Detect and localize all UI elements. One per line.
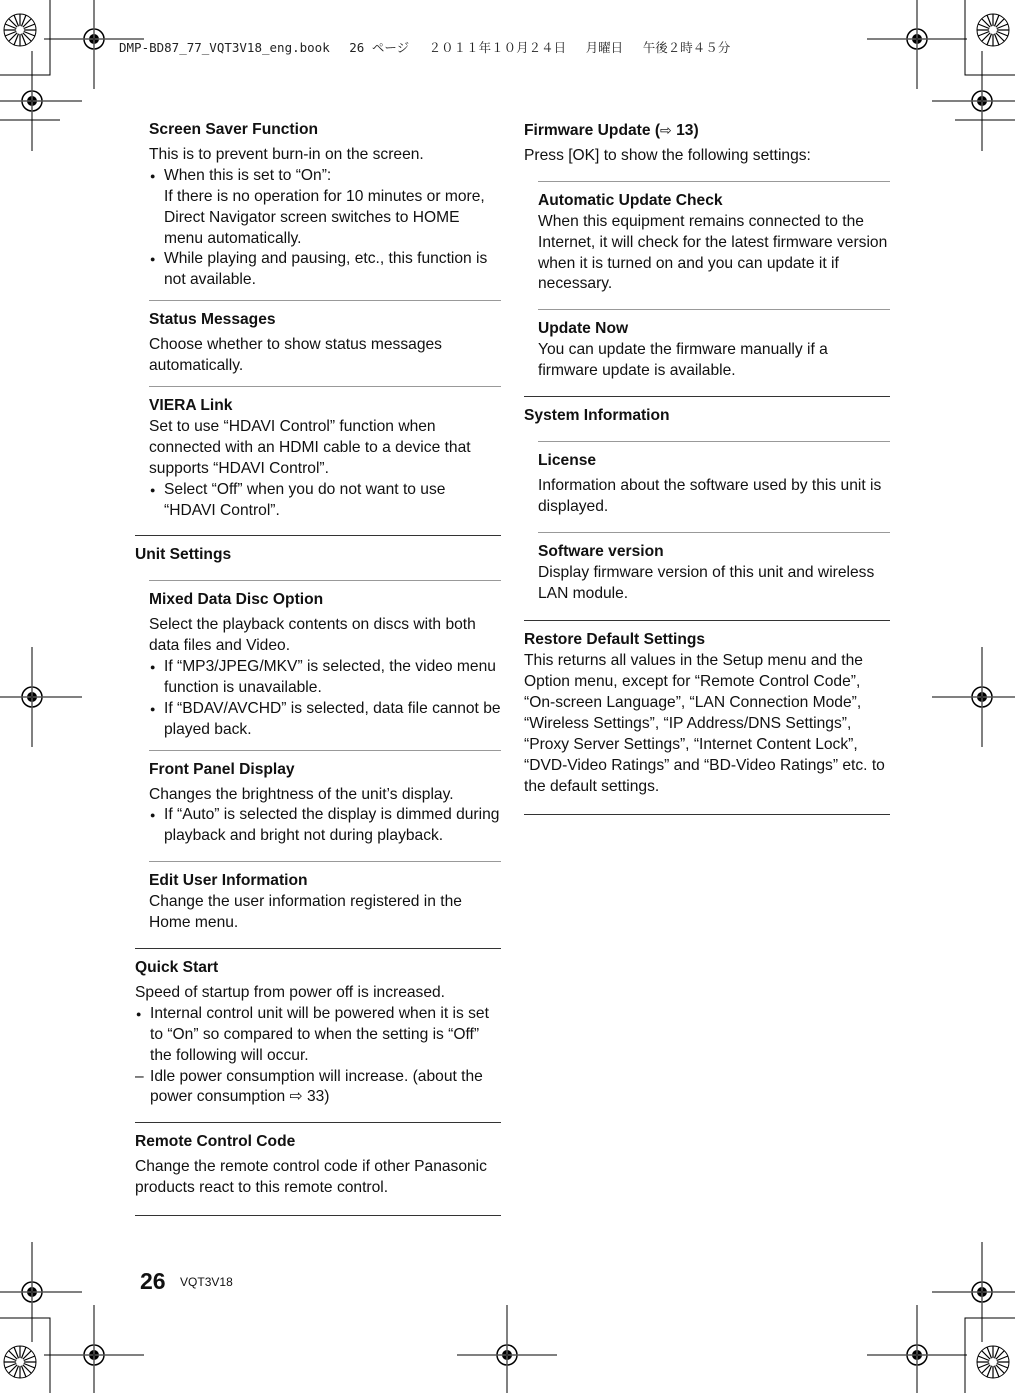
screen-saver-title: Screen Saver Function — [149, 121, 318, 138]
update-now-title: Update Now — [538, 320, 629, 338]
software-version-desc: Display firmware version of this unit and wireless LAN module. — [538, 563, 875, 602]
license-title: License — [538, 451, 597, 469]
firmware-section — [524, 120, 890, 167]
right-column-end-rule — [524, 814, 890, 815]
viera-link-section — [149, 386, 501, 521]
mixed-data-bullet-2: ● If “BDAV/AVCHD” is selected, data file cannot be played back. — [149, 699, 501, 741]
page-footer — [140, 1268, 233, 1295]
screen-saver-bullet-2: ● While playing and pausing, etc., this function is not available. — [149, 249, 501, 291]
status-messages-title: Status Messages — [149, 311, 276, 329]
edit-user-title: Edit User Information — [149, 872, 308, 890]
front-panel-desc: Changes the brightness of the unit’s display. — [149, 785, 454, 803]
document-code: VQT3V18 — [180, 1274, 233, 1289]
viera-link-title: VIERA Link — [149, 396, 233, 414]
viera-link-bullet-1: ● Select “Off” when you do not want to use “HDAVI Control”. — [149, 480, 501, 522]
mixed-data-title: Mixed Data Disc Option — [149, 591, 324, 609]
edit-user-section — [149, 861, 501, 934]
slug-page-ref: 26 ページ — [349, 40, 410, 55]
quick-start-title: Quick Start — [135, 959, 219, 976]
remote-code-desc: Change the remote control code if other Panasonic products react to this remote control. — [135, 1158, 487, 1197]
print-slug-header — [119, 38, 742, 56]
firmware-desc: Press [OK] to show the following settings: — [524, 146, 811, 164]
quick-start-desc: Speed of startup from power off is increased. — [135, 983, 446, 1001]
status-messages-desc: Choose whether to show status messages automatically. — [149, 336, 442, 375]
slug-book-file: DMP-BD87_77_VQT3V18_eng.book — [119, 40, 330, 55]
system-info-section — [524, 396, 890, 427]
unit-settings-section — [135, 535, 501, 566]
front-panel-title: Front Panel Display — [149, 760, 295, 778]
left-column-end-rule — [135, 1215, 501, 1216]
front-panel-bullet-1: ● If “Auto” is selected the display is dimmed during playback and bright not during playback. — [149, 805, 501, 847]
auto-update-title: Automatic Update Check — [538, 191, 723, 209]
software-version-section — [538, 532, 890, 605]
arrow-right-icon: ⇨ — [660, 122, 672, 138]
slug-weekday: 月曜日 — [585, 40, 624, 55]
quick-start-bullet-1: ● Internal control unit will be powered when it is set to “On” so compared to when the setting is “Off” the following will occur. — [135, 1004, 501, 1067]
software-version-title: Software version — [538, 542, 664, 560]
edit-user-desc: Change the user information registered in the Home menu. — [149, 893, 462, 932]
restore-section — [524, 620, 890, 797]
slug-date: ２０１１年１０月２４日 — [428, 40, 567, 55]
auto-update-desc: When this equipment remains connected to the Internet, it will check for the latest firmware version when it is turned on and you can update it if necessary. — [538, 212, 888, 293]
license-desc: Information about the software used by this unit is displayed. — [538, 476, 882, 515]
page-number: 26 — [140, 1268, 166, 1294]
firmware-title — [524, 120, 890, 142]
status-messages-section — [149, 300, 501, 377]
screen-saver-bullet-1-text: When this is set to “On”: — [164, 166, 332, 184]
remote-code-title: Remote Control Code — [135, 1133, 296, 1151]
firmware-title-text: Firmware Update ( — [524, 122, 661, 139]
restore-desc: This returns all values in the Setup menu and the Option menu, except for “Remote Control Code”, “On-screen Language”, “LAN Connection Mode”, “Wireless Settings”, “IP Address/DNS Settings”, “Proxy Server Settings”, “Internet Content Lock”, “DVD-Video Ratings” and “BD-Video Ratings” etc. to the default settings. — [524, 652, 885, 795]
screen-saver-section — [149, 120, 501, 291]
quick-start-section — [135, 948, 501, 1108]
screen-saver-desc: This is to prevent burn-in on the screen. — [149, 145, 424, 163]
mixed-data-desc: Select the playback contents on discs with both data files and Video. — [149, 616, 476, 655]
quick-start-dash-1: – Idle power consumption will increase. (about the power consumption ⇨ 33) — [135, 1067, 501, 1109]
right-column — [524, 120, 890, 815]
left-column — [135, 120, 501, 1216]
remote-code-section — [135, 1122, 501, 1199]
viera-link-desc: Set to use “HDAVI Control” function when connected with an HDMI cable to a device that supports “HDAVI Control”. — [149, 417, 471, 477]
system-info-title: System Information — [524, 407, 670, 425]
license-section — [538, 441, 890, 518]
mixed-data-section — [149, 580, 501, 740]
auto-update-section — [538, 181, 890, 296]
update-now-desc: You can update the firmware manually if a firmware update is available. — [538, 341, 828, 380]
slug-time: 午後２時４５分 — [642, 40, 731, 55]
screen-saver-bullet-1-cont: If there is no operation for 10 minutes or more, Direct Navigator screen switches to HOME menu automatically. — [164, 187, 485, 247]
unit-settings-title: Unit Settings — [135, 546, 232, 564]
front-panel-section — [149, 750, 501, 848]
screen-saver-bullet-1 — [149, 166, 501, 250]
update-now-section — [538, 309, 890, 382]
mixed-data-bullet-1: ● If “MP3/JPEG/MKV” is selected, the video menu function is unavailable. — [149, 657, 501, 699]
restore-title: Restore Default Settings — [524, 631, 706, 649]
firmware-title-ref: 13) — [671, 122, 699, 139]
